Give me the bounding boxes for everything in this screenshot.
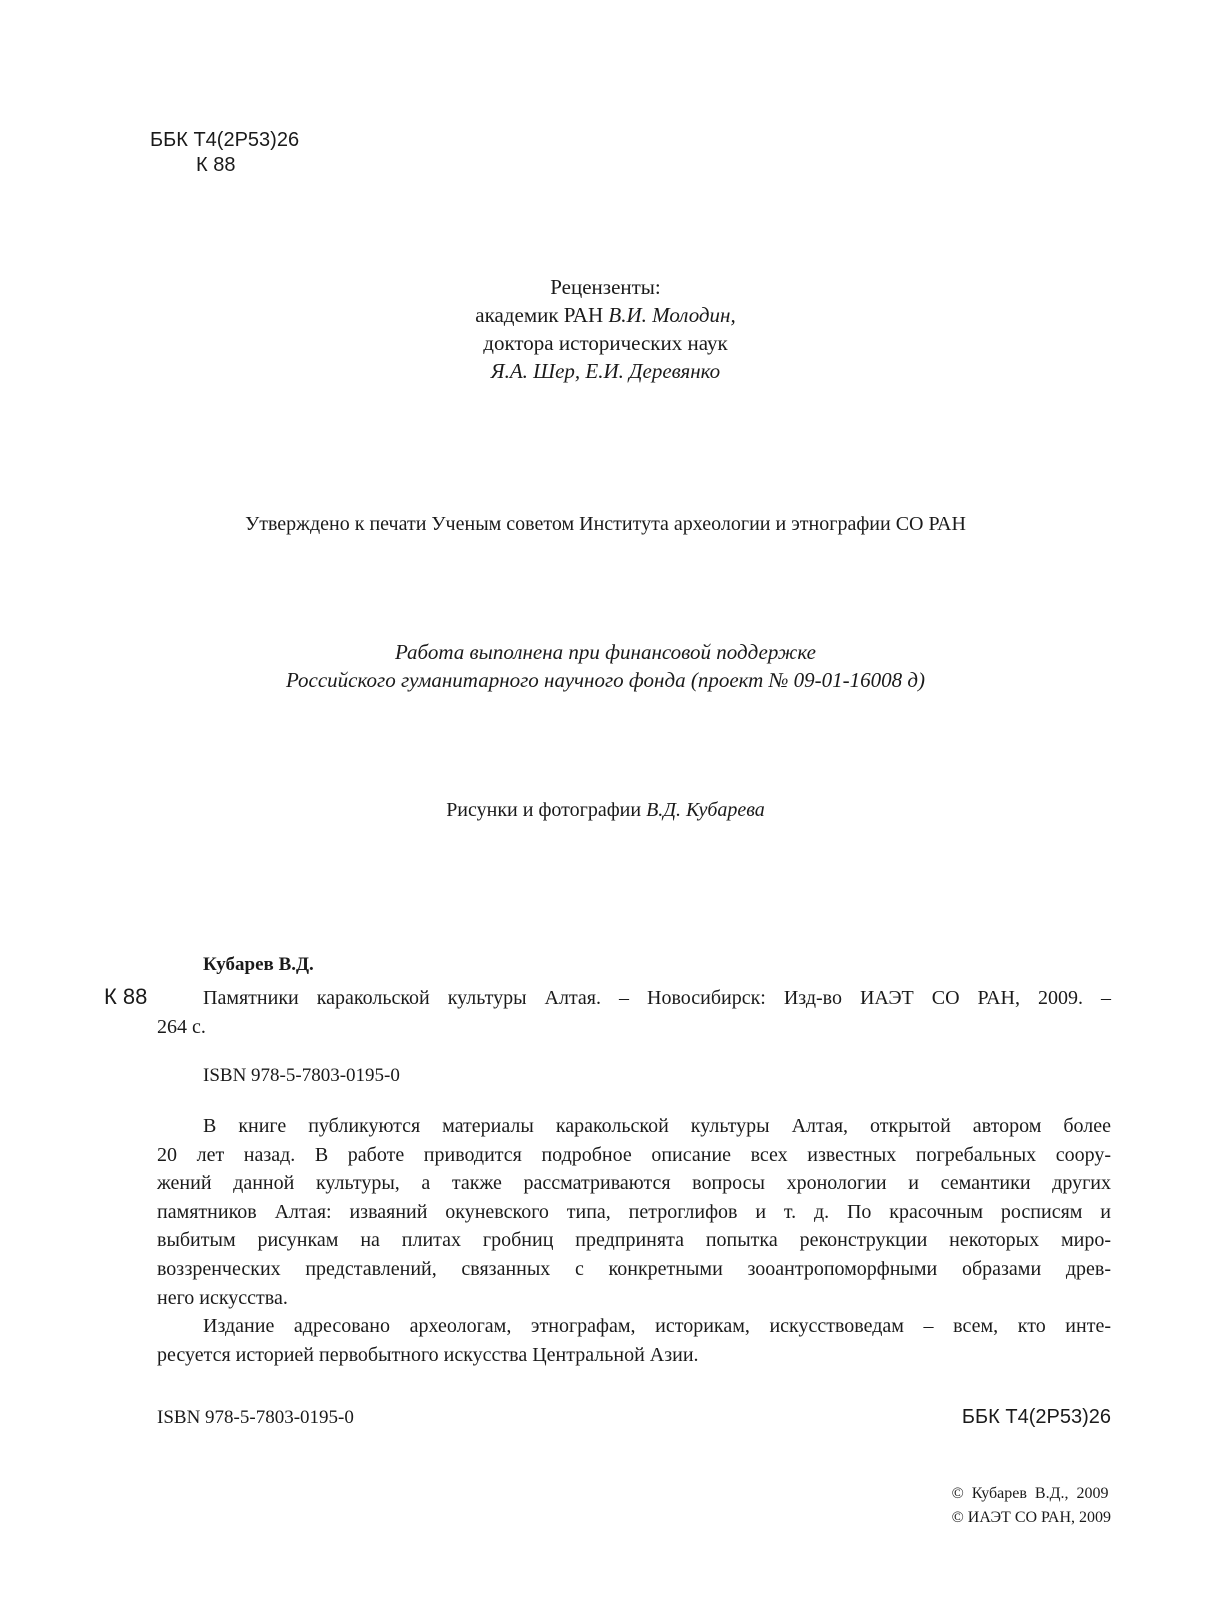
abstract-line: выбитым рисункам на плитах гробниц предпринята попытка реконструкции некоторых миро- [157, 1229, 1111, 1252]
reviewers-block [0, 273, 1211, 385]
reviewers-title: Рецензенты: [550, 275, 661, 299]
abstract-line: ресуется историей первобытного искусства Центральной Азии. [157, 1343, 699, 1366]
abstract-line: жений данной культуры, а также рассматриваются вопросы хронологии и семантики других [157, 1172, 1111, 1195]
bib-pages: 264 с. [157, 1016, 206, 1038]
footer-bbk-code: ББК Т4(2Р53)26 [961, 1406, 1111, 1428]
approval-statement: Утверждено к печати Ученым советом Института археологии и этнографии СО РАН [245, 513, 966, 535]
abstract-line: Издание адресовано археологам, этнографам, историкам, искусствоведам – всем, кто инте- [203, 1315, 1111, 1338]
reviewer-rank: академик РАН [475, 303, 609, 327]
bib-author-mark: К 88 [104, 984, 148, 1009]
abstract-paragraph-1 [157, 1112, 1111, 1312]
copyright-institute: © ИАЭТ СО РАН, 2009 [951, 1509, 1111, 1526]
reviewer-name: В.И. Молодин, [608, 303, 736, 327]
abstract-line: 20 лет назад. В работе приводится подробное описание всех известных погребальных соору- [157, 1143, 1111, 1166]
funding-line-1: Работа выполнена при финансовой поддержке [395, 640, 816, 664]
abstract-line: воззренческих представлений, связанных с конкретными зооантропоморфными образами древ- [157, 1257, 1111, 1280]
bib-title: Памятники каракольской культуры Алтая. – Новосибирск: Изд-во ИАЭТ СО РАН, 2009. – [203, 987, 1111, 1009]
illustrations-credit [0, 797, 1211, 823]
footer-isbn: ISBN 978-5-7803-0195-0 [157, 1407, 354, 1428]
reviewers-degree: доктора исторических наук [483, 331, 728, 355]
funding-statement [0, 638, 1211, 694]
bbk-code: ББК Т4(2Р53)26 [150, 129, 300, 151]
copyright-block [952, 1482, 1111, 1530]
copyright-author: © Кубарев В.Д., 2009 [951, 1485, 1109, 1502]
illustrations-label: Рисунки и фотографии [446, 799, 647, 821]
abstract-line: В книге публикуются материалы каракольской культуры Алтая, открытой автором более [203, 1115, 1111, 1137]
funding-line-2: Российского гуманитарного научного фонда (проект № 09-01-16008 д) [285, 668, 926, 692]
reviewer-academician [0, 301, 1211, 329]
illustrations-author: В.Д. Кубарева [646, 799, 765, 821]
abstract-line: него искусства. [157, 1286, 288, 1309]
author-mark: К 88 [196, 154, 236, 176]
bib-isbn: ISBN 978-5-7803-0195-0 [203, 1065, 400, 1086]
bib-author: Кубарев В.Д. [203, 954, 314, 975]
bbk-classification-header [150, 128, 299, 178]
abstract-paragraph-2 [157, 1312, 1111, 1369]
abstract-line: памятников Алтая: изваяний окуневского типа, петроглифов и т. д. По красочным росписям и [157, 1200, 1111, 1223]
reviewers-names: Я.А. Шер, Е.И. Деревянко [490, 359, 721, 383]
abstract [157, 1112, 1111, 1369]
